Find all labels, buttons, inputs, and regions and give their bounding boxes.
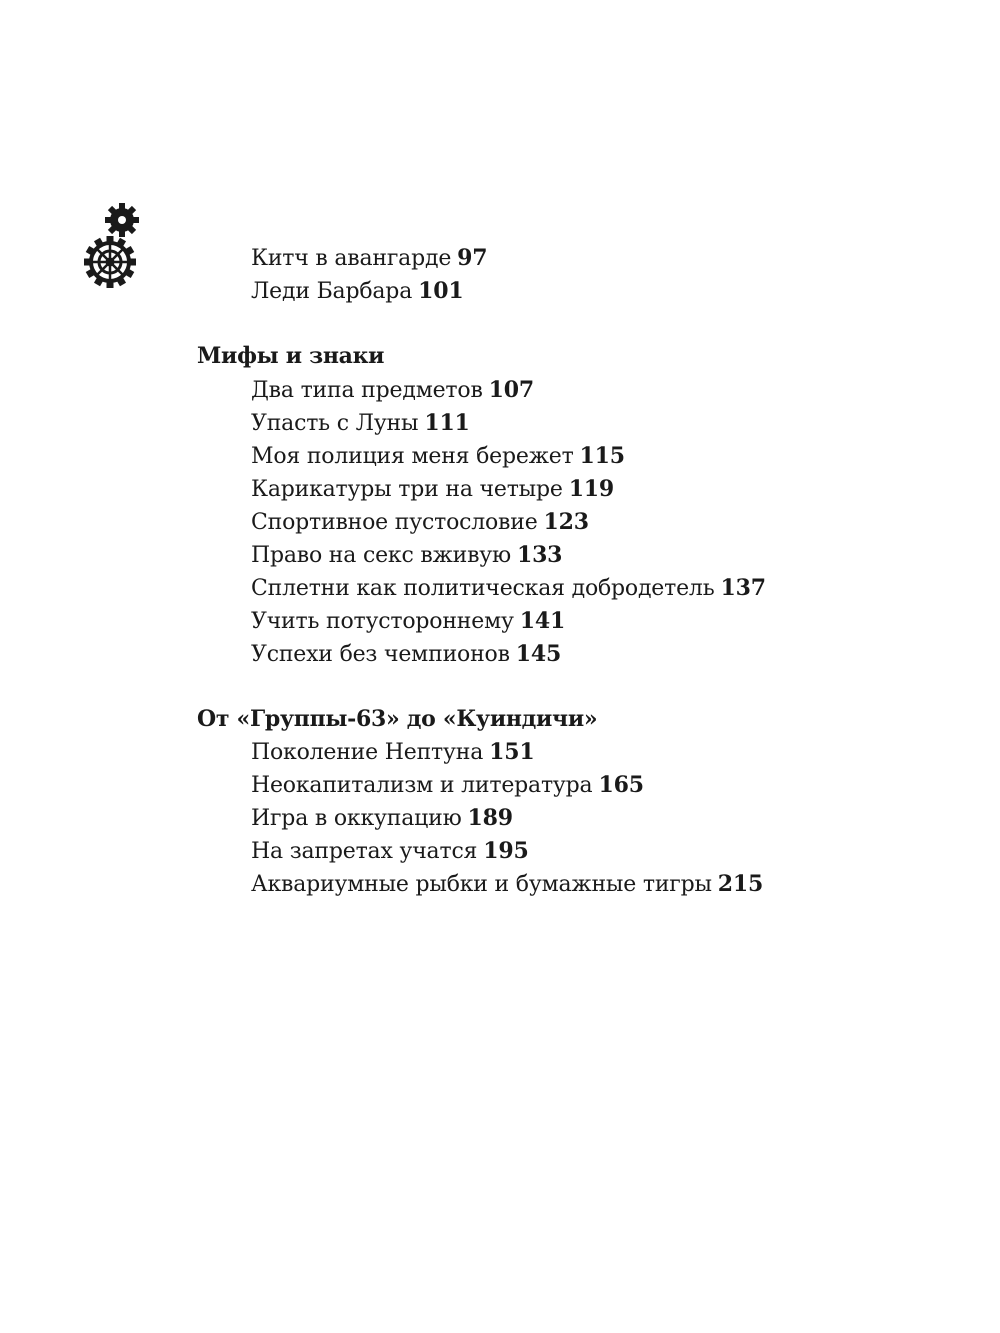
toc-entry — [251, 572, 766, 605]
entry-title: Неокапитализм и литература — [251, 773, 593, 798]
section-title: Мифы и знаки — [197, 343, 385, 369]
entry-page: 215 — [717, 871, 764, 897]
entry-page: 189 — [467, 805, 513, 831]
toc-entry — [251, 374, 534, 407]
entry-page: 115 — [579, 443, 625, 469]
toc-entry — [251, 440, 625, 473]
toc-entry — [251, 242, 487, 275]
toc-entry — [251, 539, 562, 572]
toc-entry — [251, 769, 644, 802]
entry-title: Моя полиция меня бережет — [251, 444, 574, 469]
entry-title: Успехи без чемпионов — [251, 642, 510, 667]
entry-title: Два типа предметов — [251, 378, 483, 403]
toc-entry — [251, 868, 763, 901]
entry-page: 137 — [720, 575, 766, 601]
entry-page: 151 — [489, 739, 535, 765]
entry-title: Учить потустороннему — [251, 609, 514, 634]
toc-entry — [251, 736, 534, 769]
entry-page: 123 — [543, 509, 589, 535]
toc-entry — [251, 275, 463, 308]
toc-entry — [251, 473, 614, 506]
entry-page: 107 — [488, 377, 534, 403]
entry-title: Аквариумные рыбки и бумажные тигры — [251, 872, 712, 897]
toc-entry — [251, 506, 589, 539]
entry-title: Леди Барбара — [251, 279, 413, 304]
entry-page: 141 — [519, 608, 566, 634]
entry-title: Китч в авангарде — [251, 246, 452, 271]
entry-page: 145 — [515, 641, 562, 667]
entry-title: Поколение Нептуна — [251, 740, 484, 765]
toc-entry — [251, 802, 513, 835]
entry-page: 111 — [424, 410, 470, 436]
entry-title: Сплетни как политическая добродетель — [251, 576, 715, 601]
entry-title: Игра в оккупацию — [251, 806, 462, 831]
entry-page: 101 — [418, 278, 464, 304]
toc-entry — [251, 605, 565, 638]
toc-entry — [251, 638, 561, 671]
entry-title: Спортивное пустословие — [251, 510, 538, 535]
gears-icon — [84, 200, 144, 292]
section-title: От «Группы-63» до «Куиндичи» — [197, 706, 598, 732]
entry-page: 133 — [516, 542, 563, 568]
toc-entry — [251, 835, 529, 868]
entry-page: 195 — [483, 838, 529, 864]
entry-page: 165 — [598, 772, 644, 798]
toc-entry — [251, 407, 470, 440]
entry-title: На запретах учатся — [251, 839, 478, 864]
entry-title: Карикатуры три на четыре — [251, 477, 563, 502]
entry-page: 97 — [457, 245, 488, 271]
entry-page: 119 — [568, 476, 615, 502]
entry-title: Право на секс вживую — [251, 543, 511, 568]
entry-title: Упасть с Луны — [251, 411, 419, 436]
